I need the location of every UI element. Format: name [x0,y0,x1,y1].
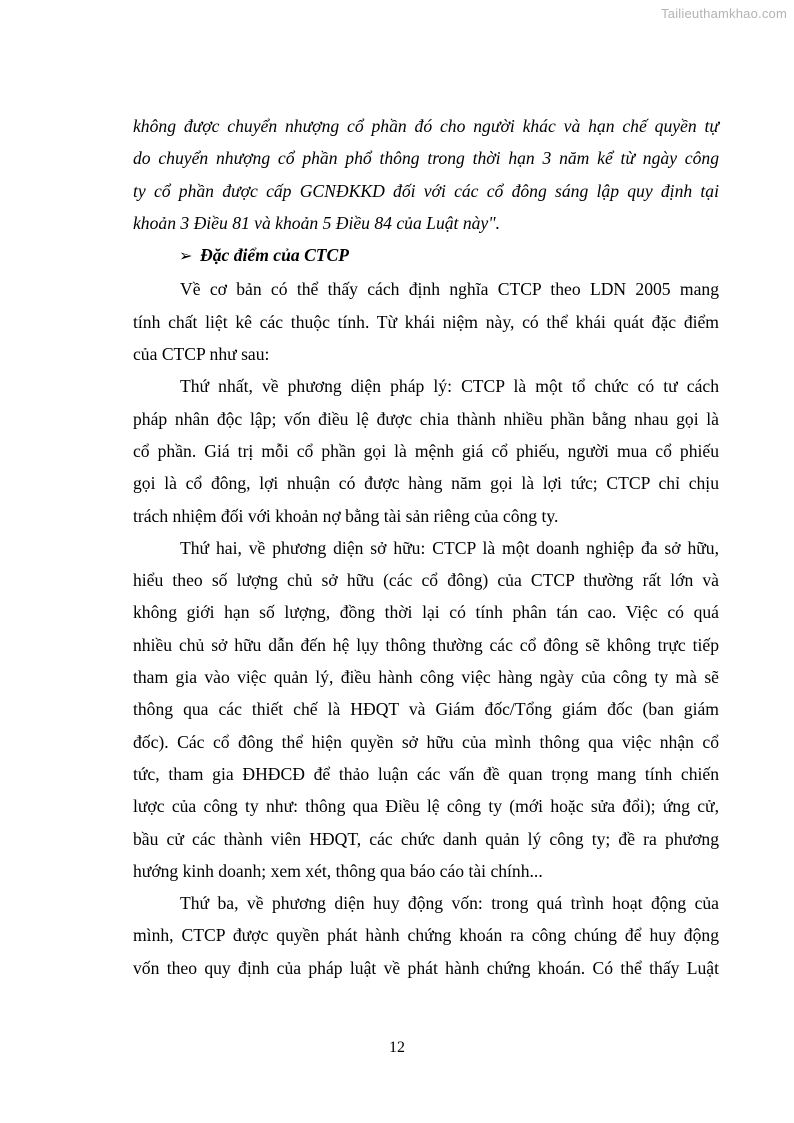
text-line: tính chất liệt kê các thuộc tính. Từ khái niệm này, có thể khái quát đặc điểm [133,311,719,332]
text-line: Thứ ba, về phương diện huy động vốn: trong quá trình hoạt động của [180,893,719,914]
text-line: Thứ hai, về phương diện sở hữu: CTCP là một doanh nghiệp đa sở hữu, [180,537,719,558]
section-heading [133,239,719,273]
text-line: hướng kinh doanh; xem xét, thông qua báo cáo tài chính... [133,860,543,881]
section-heading-text: Đặc điểm của CTCP [200,245,350,266]
text-line: không được chuyển nhượng cổ phần đó cho người khác và hạn chế quyền tự [133,116,719,136]
text-line: pháp nhân độc lập; vốn điều lệ được chia thành nhiều phần bằng nhau gọi là [133,408,719,429]
text-line: gọi là cổ đông, lợi nhuận có được hàng năm gọi là lợi tức; CTCP chỉ chịu [133,473,719,494]
text-line: Về cơ bản có thể thấy cách định nghĩa CTCP theo LDN 2005 mang [180,279,719,300]
paragraph-legal-aspect [133,370,719,531]
arrow-bullet-icon: ➢ [179,248,193,266]
paragraph-capital-aspect [133,887,719,984]
text-line: tức, tham gia ĐHĐCĐ để thảo luận các vấn đề quan trọng mang tính chiến [133,763,719,784]
text-line: đốc). Các cổ đông thể hiện quyền sở hữu của mình thông qua việc nhận cổ [133,731,719,752]
text-line: Thứ nhất, về phương diện pháp lý: CTCP là một tổ chức có tư cách [180,376,719,397]
text-line: của CTCP như sau: [133,344,270,365]
paragraph-intro [133,273,719,370]
text-line: trách nhiệm đối với khoản nợ bằng tài sản riêng của công ty. [133,505,559,526]
text-line: thông qua các thiết chế là HĐQT và Giám đốc/Tổng giám đốc (ban giám [133,699,719,720]
page-number: 12 [389,1039,405,1056]
text-line: cổ phần. Giá trị mỗi cổ phần gọi là mệnh giá cổ phiếu, người mua cổ phiếu [133,440,719,461]
watermark: Tailieuthamkhao.com [661,6,787,21]
paragraph-quote-continuation [133,110,719,239]
text-line: nhiều chủ sở hữu dẫn đến hệ lụy thông thường các cổ đông sẽ không trực tiếp [133,634,719,655]
text-line: ty cổ phần được cấp GCNĐKKD đối với các cổ đông sáng lập quy định tại [133,180,719,201]
text-line: tham gia vào việc quản lý, điều hành công việc hàng ngày của công ty mà sẽ [133,667,719,688]
text-line: vốn theo quy định của pháp luật về phát hành chứng khoán. Có thể thấy Luật [133,957,719,978]
text-line: mình, CTCP được quyền phát hành chứng khoán ra công chúng để huy động [133,925,719,946]
text-line: do chuyển nhượng cổ phần phổ thông trong thời hạn 3 năm kể từ ngày công [133,148,719,169]
paragraph-ownership-aspect [133,532,719,887]
text-line: hiểu theo số lượng chủ sở hữu (các cổ đông) của CTCP thường rất lớn và [133,570,719,591]
text-line: lược của công ty như: thông qua Điều lệ công ty (mới hoặc sửa đổi); ứng cử, [133,796,719,817]
text-line: bầu cử các thành viên HĐQT, các chức danh quản lý công ty; đề ra phương [133,828,719,849]
text-line: không giới hạn số lượng, đồng thời lại có tính phân tán cao. Việc có quá [133,602,719,623]
document-body [133,110,719,984]
text-line: khoản 3 Điều 81 và khoản 5 Điều 84 của Luật này". [133,212,501,233]
